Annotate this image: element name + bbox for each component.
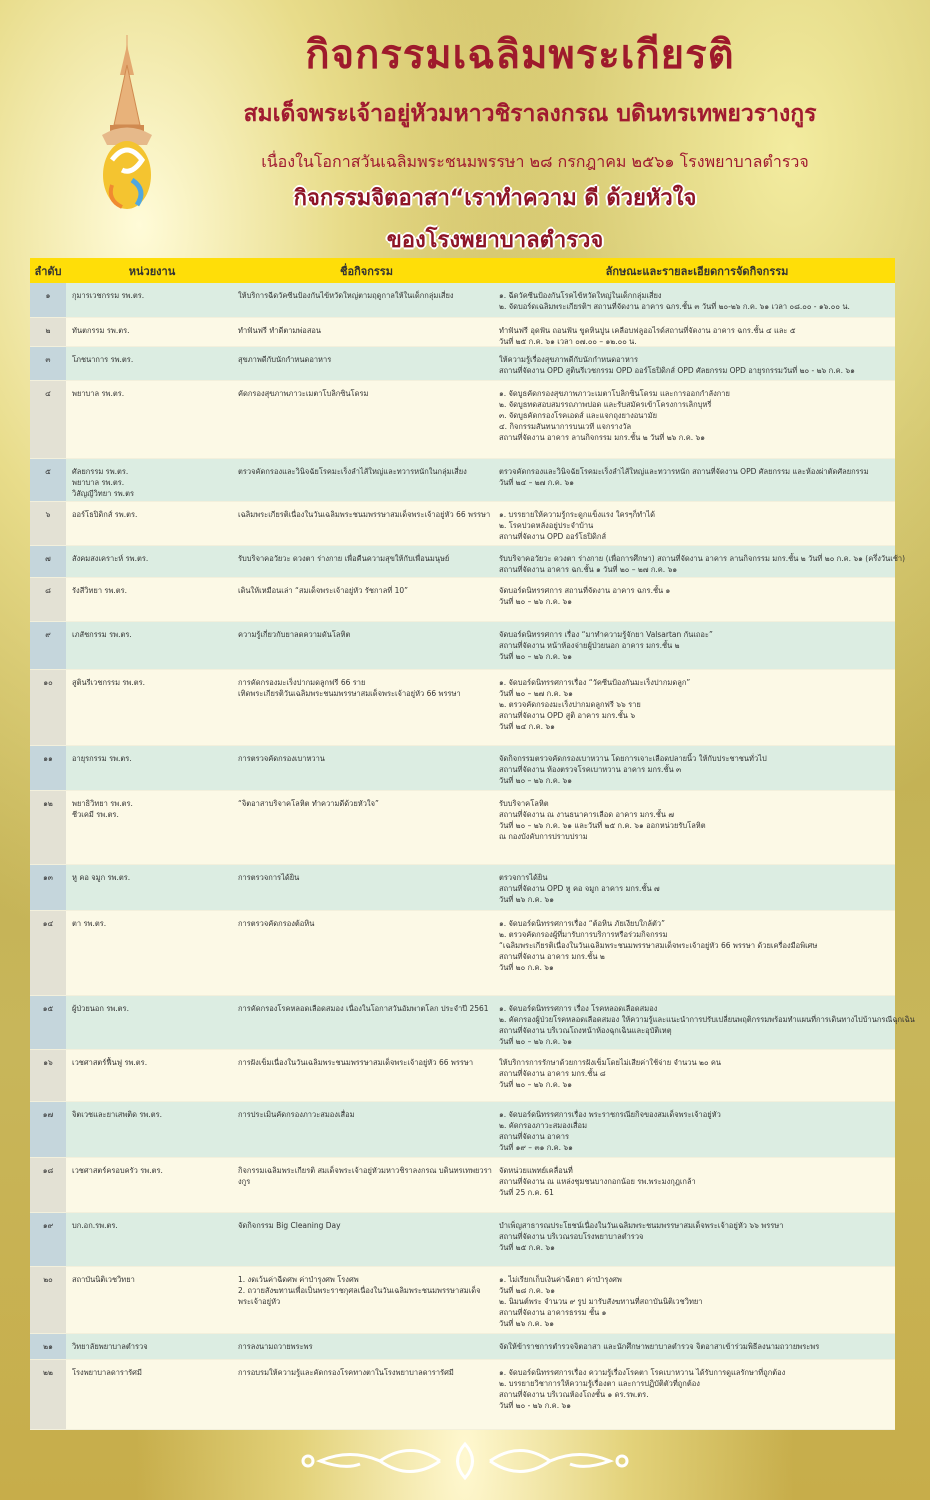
details-cell-line: สถานที่จัดงาน ณ งานธนาคารเลือด อาคาร มกร.ชั้น ๗: [499, 810, 674, 819]
details-cell-line: ตรวจการได้ยิน: [499, 873, 548, 882]
details-cell-line: สถานที่จัดงาน OPD หู คอ จมูก อาคาร มกร.ชั้น ๗: [499, 884, 660, 893]
activity-cell-line: 2. ถวายสังฆทานเพื่อเป็นพระราชกุศลเนื่องในวันเฉลิมพระชนมพรรษาสมเด็จพระเจ้าอยู่หัว: [238, 1286, 481, 1306]
activity-cell-line: การคัดกรองโรคหลอดเลือดสมอง เนื่องในโอกาสวันอัมพาตโลก ประจำปี 2561: [238, 1004, 489, 1013]
table-header-row: [30, 258, 895, 283]
unit-cell-line: สังคมสงเคราะห์ รพ.ตร.: [72, 554, 149, 563]
table-row: [30, 381, 895, 459]
table-row: [30, 318, 895, 347]
details-cell-line: สถานที่จัดงาน อาคาร ลานกิจกรรม มกร.ชั้น ๒ วันที่ ๒๖ ก.ค. ๖๑: [499, 433, 706, 442]
details-cell-line: สถานที่จัดงาน บริเวณรอบโรงพยาบาลตำรวจ: [499, 1232, 644, 1241]
details-cell-line: ณ กองบังคับการปราบปราม: [499, 832, 588, 841]
campaign-title: กิจกรรมจิตอาสา“เราทำความ ดี ด้วยหัวใจ: [293, 186, 697, 211]
details-cell: [495, 388, 895, 458]
row-number: ๑๙: [30, 1213, 66, 1266]
activity-cell-line: 1. งดเว้นค่าฉีดศพ ค่าบำรุงศพ โรงศพ: [238, 1275, 359, 1284]
details-cell-line: ๒. จัดบอร์ดเฉลิมพระเกียรติฯ สถานที่จัดงาน อาคาร ฉกร.ชั้น ๓ วันที่ ๒๐-๒๖ ก.ค. ๖๑ เวลา ๐๘.๐๐ - ๑๖.๐๐ น.: [499, 302, 850, 311]
details-cell-line: วันที่ ๒๘ ก.ค. ๖๑: [499, 1286, 556, 1295]
unit-cell: [66, 629, 232, 669]
table-row: [30, 670, 895, 746]
details-cell: [495, 585, 895, 621]
activity-cell-line: การอบรมให้ความรู้และคัดกรองโรคทางตาในโรงพยาบาลดารารัศมี: [238, 1368, 454, 1377]
row-number: ๑๒: [30, 791, 66, 864]
table-row: [30, 459, 895, 502]
details-cell-line: วันที่ ๑๙ – ๓๑ ก.ค. ๖๑: [499, 1143, 573, 1152]
details-cell-line: “เฉลิมพระเกียรติเนื่องในวันเฉลิมพระชนมพรรษาสมเด็จพระเจ้าอยู่หัว 66 พรรษา ด้วยเครื่องมือพิเศษ: [499, 941, 818, 950]
details-cell-line: สถานที่จัดงาน OPD สูติ อาคาร มกร.ชั้น ๖: [499, 711, 636, 720]
unit-cell: [66, 918, 232, 995]
details-cell-line: สถานที่จัดงาน อาคาร มกร.ชั้น ๘: [499, 1069, 606, 1078]
row-number: ๖: [30, 502, 66, 545]
unit-cell: [66, 553, 232, 577]
details-cell-line: วันที่ 25 ก.ค. 61: [499, 1188, 554, 1197]
details-cell-line: จัดหน่วยแพทย์เคลื่อนที่: [499, 1166, 573, 1175]
row-number: ๒๐: [30, 1267, 66, 1333]
details-cell-line: ๒. บรรยายวิชาการให้ความรู้เรื่องตา และการปฏิบัติตัวที่ถูกต้อง: [499, 1379, 700, 1388]
activity-cell-line: ให้บริการฉีดวัคซีนป้องกันไข้หวัดใหญ่ตามฤดูกาลให้ในเด็กกลุ่มเสี่ยง: [238, 291, 454, 300]
activity-cell-line: คัดกรองสุขภาพภาวะเมตาโบลิกซินโดรม: [238, 389, 369, 398]
table-row: [30, 347, 895, 381]
activity-cell-line: เดินให้เหมือนเล่า “สมเด็จพระเจ้าอยู่หัว รัชกาลที่ 10”: [238, 586, 409, 595]
details-cell-line: ให้บริการการรักษาด้วยการฝังเข็มโดยไม่เสียค่าใช้จ่าย จำนวน ๒๐ คน: [499, 1058, 722, 1067]
unit-cell-line: อายุรกรรม รพ.ตร.: [72, 754, 132, 763]
details-cell-line: ๒. คัดกรองผู้ป่วยโรคหลอดเลือดสมอง ให้ความรู้และแนะนำการปรับเปลี่ยนพฤติกรรมพร้อมทำแผนที่การเดินทางไปบ้านกรณีฉุกเฉิน: [499, 1015, 915, 1024]
details-cell-line: วันที่ ๒๐ – ๒๖ ก.ค. ๖๑: [499, 652, 573, 661]
table-row: [30, 911, 895, 996]
details-cell-line: จัดกิจกรรมตรวจคัดกรองเบาหวาน โดยการเจาะเลือดปลายนิ้ว ให้กับประชาชนทั่วไป: [499, 754, 767, 763]
details-cell: [495, 1109, 895, 1157]
unit-cell: [66, 290, 232, 317]
unit-cell-line: สูตินรีเวชกรรม รพ.ตร.: [72, 678, 146, 687]
row-number: ๘: [30, 578, 66, 621]
details-cell-line: จัดให้ข้าราชการตำรวจจิตอาสา และนักศึกษาพยาบาลตำรวจ จิตอาสาเข้าร่วมพิธีลงนามถวายพระพร: [499, 1342, 820, 1351]
table-row: [30, 1158, 895, 1213]
unit-cell-line: ศัลยกรรม รพ.ตร.: [72, 467, 129, 476]
column-header-no: ลำดับ: [34, 264, 62, 278]
details-cell-line: ๑. จัดบอร์ดนิทรรศการ เรื่อง โรคหลอดเลือดสมอง: [499, 1004, 658, 1013]
details-cell-line: สถานที่จัดงาน อาคาร มกร.ชั้น ๒: [499, 952, 605, 961]
unit-cell-line: กุมารเวชกรรม รพ.ตร.: [72, 291, 145, 300]
details-cell: [495, 753, 895, 790]
details-cell: [495, 1367, 895, 1429]
details-cell-line: วันที่ ๒๐ – ๒๗ ก.ค. ๖๑: [499, 689, 573, 698]
details-cell-line: วันที่ ๒๕ ก.ค. ๖๑ เวลา ๐๗.๐๐ – ๑๒.๐๐ น.: [499, 337, 637, 346]
table-row: [30, 1360, 895, 1430]
details-cell-line: รับบริจาคอวัยวะ ดวงตา ร่างกาย (เพื่อการศึกษา) สถานที่จัดงาน อาคาร ลานกิจกรรม มกร.ชั้น ๒ วันที่ ๒๐ ก.ค. ๖๑ (ครึ่งวันเช้า): [499, 554, 906, 563]
activity-cell: [232, 1367, 495, 1429]
details-cell-line: ๑. จัดบอร์ดนิทรรศการเรื่อง พระราชกรณียกิจของสมเด็จพระเจ้าอยู่หัว: [499, 1110, 721, 1119]
activity-cell: [232, 1341, 495, 1359]
activity-cell-line: การตรวจคัดกรองเบาหวาน: [238, 754, 325, 763]
column-header-details: ลักษณะและรายละเอียดการจัดกิจกรรม: [605, 264, 789, 278]
column-header-activity: ชื่อกิจกรรม: [340, 264, 393, 278]
unit-cell: [66, 1341, 232, 1359]
poster-title: กิจกรรมเฉลิมพระเกียรติ: [305, 32, 735, 78]
row-number: ๓: [30, 347, 66, 380]
unit-cell-line: พยาบาล รพ.ตร.: [72, 389, 125, 398]
activity-cell: [232, 918, 495, 995]
table-row: [30, 791, 895, 865]
details-cell: [495, 1057, 895, 1101]
unit-cell-line: สถาบันนิติเวชวิทยา: [72, 1275, 135, 1284]
details-cell-line: สถานที่จัดงาน OPD สูตินรีเวชกรรม OPD ออร์โธปิดิกส์ OPD ศัลยกรรม OPD อายุรกรรมวันที่ ๒๐ - ๒๖ ก.ค. ๖๑: [499, 366, 855, 375]
row-number: ๕: [30, 459, 66, 501]
unit-cell-line: ชีวเคมี รพ.ตร.: [72, 810, 119, 819]
activity-cell: [232, 1165, 495, 1212]
unit-cell: [66, 798, 232, 864]
details-cell-line: จัดบอร์ดนิทรรศการ เรื่อง “มาทำความรู้จักยา Valsartan กันเถอะ”: [499, 630, 713, 639]
details-cell-line: สถานที่จัดงาน อาคาร ฉก.ชั้น ๑ วันที่ ๒๐ – ๒๗ ก.ค. ๖๑: [499, 565, 678, 574]
row-number: ๑๔: [30, 911, 66, 995]
unit-cell-line: ทันตกรรม รพ.ตร.: [72, 326, 130, 335]
row-number: ๔: [30, 381, 66, 458]
activity-cell-line: การตรวจคัดกรองต้อหิน: [238, 919, 315, 928]
activity-cell-line: เทิดพระเกียรติวันเฉลิมพระชนมพรรษาสมเด็จพระเจ้าอยู่หัว 66 พรรษา: [238, 689, 461, 698]
details-cell: [495, 1220, 895, 1266]
row-number: ๑๐: [30, 670, 66, 745]
table-row: [30, 1102, 895, 1158]
activity-cell: [232, 677, 495, 745]
details-cell-line: ๑. บรรยายให้ความรู้กระดูกแข็งแรง ใครๆก็ทำได้: [499, 510, 655, 519]
table-row: [30, 996, 915, 1050]
activity-cell: [232, 753, 495, 790]
row-number: ๒๒: [30, 1360, 66, 1429]
details-cell-line: ๒. นิมนต์พระ จำนวน ๙ รูป มารับสังฆทานที่สถาบันนิติเวชวิทยา: [499, 1297, 703, 1306]
unit-cell-line: ตา รพ.ตร.: [72, 919, 107, 928]
details-cell-line: ๑. จัดบอร์ดนิทรรศการเรื่อง ความรู้เรื่องโรคตา โรคเบาหวาน ได้รับการดูแลรักษาที่ถูกต้อง: [499, 1368, 786, 1377]
unit-cell-line: โรงพยาบาลดารารัศมี: [72, 1368, 142, 1377]
activity-cell: [232, 1003, 495, 1049]
unit-cell-line: โภชนาการ รพ.ตร.: [72, 355, 134, 364]
details-cell-line: สถานที่จัดงาน หน้าห้องจ่ายผู้ป่วยนอก อาคาร มกร.ชั้น ๒: [499, 641, 680, 650]
activity-cell-line: จัดกิจกรรม Big Cleaning Day: [238, 1221, 341, 1230]
activity-cell: [232, 553, 495, 577]
unit-cell: [66, 1367, 232, 1429]
details-cell: [495, 509, 895, 545]
unit-cell: [66, 388, 232, 458]
details-cell: [495, 918, 895, 995]
activity-cell-line: กิจกรรมเฉลิมพระเกียรติ สมเด็จพระเจ้าอยู่หัวมหาวชิราลงกรณ บดินทรเทพยวรางกูร: [238, 1166, 492, 1186]
unit-cell-line: วิสัญญีวิทยา รพ.ตร: [72, 489, 134, 498]
thai-ornament-icon: [300, 1440, 630, 1482]
details-cell-line: ๑. จัดบอร์ดนิทรรศการเรื่อง “ต้อหิน ภัยเงียบใกล้ตัว”: [499, 919, 665, 928]
row-number: ๗: [30, 546, 66, 577]
poster-occasion: เนื่องในโอกาสวันเฉลิมพระชนมพรรษา ๒๘ กรกฎาคม ๒๕๖๑ โรงพยาบาลตำรวจ: [261, 152, 809, 171]
unit-cell: [66, 872, 232, 910]
details-cell-line: วันที่ ๒๐ – ๒๖ ก.ค. ๖๑: [499, 1037, 573, 1046]
details-cell-line: ๑. จัดบอร์ดนิทรรศการเรื่อง “วัคซีนป้องกันมะเร็งปากมดลูก”: [499, 678, 691, 687]
row-number: ๑๓: [30, 865, 66, 910]
details-cell-line: สถานที่จัดงาน ห้องตรวจโรคเบาหวาน อาคาร มกร.ชั้น ๓: [499, 765, 682, 774]
details-cell-line: วันที่ ๒๐ – ๒๖ ก.ค. ๖๑: [499, 597, 573, 606]
unit-cell-line: เภสัชกรรม รพ.ตร.: [72, 630, 132, 639]
unit-cell-line: รังสีวิทยา รพ.ตร.: [72, 586, 128, 595]
details-cell: [495, 325, 895, 346]
activity-cell-line: การลงนามถวายพระพร: [238, 1342, 313, 1351]
activity-cell: [232, 872, 495, 910]
activity-cell: [232, 1109, 495, 1157]
unit-cell-line: หู คอ จมูก รพ.ตร.: [72, 873, 131, 882]
details-cell: [495, 553, 905, 577]
activity-cell: [232, 509, 495, 545]
details-cell-line: วันที่ ๒๔ – ๒๗ ก.ค. ๖๑: [499, 478, 575, 487]
activity-cell-line: การฝังเข็มเนื่องในวันเฉลิมพระชนมพรรษาสมเด็จพระเจ้าอยู่หัว 66 พรรษา: [238, 1058, 474, 1067]
details-cell-line: ๒. ตรวจคัดกรองผู้ที่มารับการบริการหรือร่วมกิจกรรม: [499, 930, 668, 939]
activity-cell-line: ความรู้เกี่ยวกับยาลดความดันโลหิต: [238, 630, 351, 639]
details-cell-line: สถานที่จัดงาน OPD ออร์โธปิดิกส์: [499, 532, 607, 541]
row-number: ๑๑: [30, 746, 66, 790]
unit-cell: [66, 753, 232, 790]
unit-cell: [66, 585, 232, 621]
column-header-unit: หน่วยงาน: [128, 264, 176, 278]
details-cell-line: ทำฟันฟรี อุดฟัน ถอนฟัน ขูดหินปูน เคลือบฟลูออไรด์สถานที่จัดงาน อาคาร ฉกร.ชั้น ๔ และ ๕: [499, 326, 796, 335]
details-cell-line: บำเพ็ญสาธารณประโยชน์เนื่องในวันเฉลิมพระชนมพรรษาสมเด็จพระเจ้าอยู่หัว ๖๖ พรรษา: [499, 1221, 784, 1230]
unit-cell: [66, 1165, 232, 1212]
details-cell-line: วันที่ ๒๔ ก.ค. ๖๑: [499, 722, 555, 731]
activity-cell-line: ตรวจคัดกรองและวินิจฉัยโรคมะเร็งลำไส้ใหญ่และทวารหนักในกลุ่มเสี่ยง: [238, 467, 467, 476]
table-row: [30, 746, 895, 791]
unit-cell-line: พยาธิวิทยา รพ.ตร.: [72, 799, 133, 808]
details-cell-line: ๒. จัดบูธทดสอบสมรรถภาพปอด และรับสมัครเข้าโครงการเลิกบุหรี่: [499, 400, 712, 409]
details-cell-line: จัดบอร์ดนิทรรศการ สถานที่จัดงาน อาคาร ฉกร.ชั้น ๑: [499, 586, 671, 595]
activity-cell: [232, 466, 495, 501]
activity-cell-line: การตรวจการได้ยิน: [238, 873, 300, 882]
table-row: [30, 1267, 895, 1334]
table-row: [30, 865, 895, 911]
details-cell-line: ๑. จัดบูธคัดกรองสุขภาพภาวะเมตาโบลิกซินโดรม และการออกกำลังกาย: [499, 389, 730, 398]
details-cell-line: ๒. โรคปวดหลังอยู่ประจำบ้าน: [499, 521, 594, 530]
details-cell-line: สถานที่จัดงาน อาคารธรรม ชั้น ๑: [499, 1308, 607, 1317]
details-cell-line: ๑. ฉีดวัคซีนป้องกันโรคไข้หวัดใหญ่ในเด็กกลุ่มเสี่ยง: [499, 291, 662, 300]
details-cell: [495, 1165, 895, 1212]
table-row: [30, 283, 895, 318]
unit-cell: [66, 1109, 232, 1157]
row-number: ๒: [30, 318, 66, 346]
unit-cell-line: เวชศาสตร์ครอบครัว รพ.ตร.: [72, 1166, 163, 1175]
details-cell-line: สถานที่จัดงาน อาคาร: [499, 1132, 570, 1141]
unit-cell: [66, 1057, 232, 1101]
unit-cell-line: บก.อก.รพ.ตร.: [72, 1221, 118, 1230]
details-cell-line: ๓. จัดบูธคัดกรองโรคเอดส์ และแจกถุงยางอนามัย: [499, 411, 657, 420]
unit-cell: [66, 354, 232, 380]
details-cell-line: สถานที่จัดงาน บริเวณโถงหน้าห้องฉุกเฉินและอุบัติเหตุ: [499, 1026, 672, 1035]
unit-cell: [66, 466, 232, 501]
unit-cell: [66, 677, 232, 745]
activity-cell: [232, 290, 495, 317]
unit-cell-line: ออร์โธปิดิกส์ รพ.ตร.: [72, 510, 138, 519]
details-cell: [495, 290, 895, 317]
details-cell-line: วันที่ ๒๐ – ๒๖ ก.ค. ๖๑: [499, 1080, 573, 1089]
details-cell-line: ๒. ตรวจคัดกรองมะเร็งปากมดลูกฟรี ๖๖ ราย: [499, 700, 641, 709]
details-cell-line: ตรวจคัดกรองและวินิจฉัยโรคมะเร็งลำไส้ใหญ่และทวารหนัก สถานที่จัดงาน OPD ศัลยกรรม และห้องผ่าตัดศัลยกรรม: [499, 467, 869, 476]
details-cell-line: ให้ความรู้เรื่องสุขภาพดีกับนักกำหนดอาหาร: [499, 355, 639, 364]
unit-cell: [66, 509, 232, 545]
row-number: ๑๗: [30, 1102, 66, 1157]
activity-cell: [232, 354, 495, 380]
table-row: [30, 502, 895, 546]
table-row: [30, 578, 895, 622]
table-row: [30, 1213, 895, 1267]
unit-cell: [66, 1220, 232, 1266]
details-cell-line: วันที่ ๒๕ ก.ค. ๖๑: [499, 1243, 555, 1252]
details-cell-line: ๒. คัดกรองภาวะสมองเสื่อม: [499, 1121, 588, 1130]
table-row: [30, 546, 906, 578]
activity-cell: [232, 585, 495, 621]
details-cell-line: สถานที่จัดงาน ณ แหล่งชุมชนบางกอกน้อย รพ.พระมงกุฎเกล้า: [499, 1177, 696, 1186]
details-cell: [495, 354, 895, 380]
activity-cell-line: ทำฟันฟรี ทำดีตามพ่อสอน: [238, 326, 322, 335]
poster-subtitle: สมเด็จพระเจ้าอยู่หัวมหาวชิราลงกรณ บดินทรเทพยวรางกูร: [243, 101, 817, 127]
activity-cell: [232, 325, 495, 346]
details-cell-line: รับบริจาคโลหิต: [499, 799, 549, 808]
unit-cell: [66, 1274, 232, 1333]
details-cell: [495, 677, 895, 745]
details-cell-line: วันที่ ๒๐ ก.ค. ๖๑: [499, 963, 554, 972]
details-cell: [495, 1003, 915, 1049]
row-number: ๙: [30, 622, 66, 669]
row-number: ๑: [30, 283, 66, 317]
campaign-title-line2: ของโรงพยาบาลตำรวจ: [386, 228, 604, 253]
activities-table: [30, 258, 915, 1430]
table-row: [30, 1334, 895, 1360]
activity-cell: [232, 1057, 495, 1101]
details-cell-line: วันที่ ๒๖ ก.ค. ๖๑: [499, 1319, 554, 1328]
unit-cell: [66, 325, 232, 346]
table-row: [30, 622, 895, 670]
details-cell-line: ๑. ไม่เรียกเก็บเงินค่าฉีดยา ค่าบำรุงศพ: [499, 1275, 622, 1284]
row-number: ๑๕: [30, 996, 66, 1049]
activity-cell-line: รับบริจาคอวัยวะ ดวงตา ร่างกาย เพื่อคืนความสุขให้กับเพื่อนมนุษย์: [238, 554, 450, 563]
details-cell: [495, 1274, 895, 1333]
unit-cell-line: ผู้ป่วยนอก รพ.ตร.: [72, 1004, 129, 1013]
details-cell: [495, 466, 895, 501]
details-cell: [495, 798, 895, 864]
details-cell: [495, 629, 895, 669]
activity-cell: [232, 629, 495, 669]
row-number: ๒๑: [30, 1334, 66, 1359]
unit-cell-line: วิทยาลัยพยาบาลตำรวจ: [72, 1342, 148, 1351]
activity-cell: [232, 1220, 495, 1266]
table-row: [30, 1050, 895, 1102]
activity-cell: [232, 798, 495, 864]
poster-header: [0, 0, 930, 258]
activity-cell-line: “จิตอาสาบริจาคโลหิต ทำความดีด้วยหัวใจ”: [238, 799, 379, 808]
details-cell-line: ๔. กิจกรรมสันทนาการบนเวที แจกรางวัล: [499, 422, 632, 431]
unit-cell: [66, 1003, 232, 1049]
activity-cell-line: การประเมินคัดกรองภาวะสมองเสื่อม: [238, 1110, 355, 1119]
activity-cell: [232, 1274, 495, 1333]
details-cell: [495, 1341, 895, 1359]
details-cell-line: สถานที่จัดงาน บริเวณห้องโถงชั้น ๑ ดร.รพ.ตร.: [499, 1390, 649, 1399]
activity-cell: [232, 388, 495, 458]
activity-cell-line: สุขภาพดีกับนักกำหนดอาหาร: [238, 355, 332, 364]
unit-cell-line: จิตเวชและยาเสพติด รพ.ตร.: [72, 1110, 163, 1119]
details-cell: [495, 872, 895, 910]
details-cell-line: วันที่ ๒๖ ก.ค. ๖๑: [499, 895, 554, 904]
row-number: ๑๖: [30, 1050, 66, 1101]
activity-cell-line: การคัดกรองมะเร็งปากมดลูกฟรี 66 ราย: [238, 678, 366, 687]
unit-cell-line: พยาบาล รพ.ตร.: [72, 478, 125, 487]
activity-cell-line: เฉลิมพระเกียรติเนื่องในวันเฉลิมพระชนมพรรษาสมเด็จพระเจ้าอยู่หัว 66 พรรษา: [238, 510, 491, 519]
details-cell-line: วันที่ ๒๐ – ๒๖ ก.ค. ๖๑: [499, 776, 573, 785]
row-number: ๑๘: [30, 1158, 66, 1212]
details-cell-line: วันที่ ๒๐ – ๒๖ ก.ค. ๖๑ และวันที่ ๒๕ ก.ค. ๖๑ ออกหน่วยรับโลหิต: [499, 821, 706, 830]
details-cell-line: วันที่ ๒๐ - ๒๖ ก.ค. ๖๑: [499, 1401, 571, 1410]
unit-cell-line: เวชศาสตร์ฟื้นฟู รพ.ตร.: [72, 1058, 148, 1067]
